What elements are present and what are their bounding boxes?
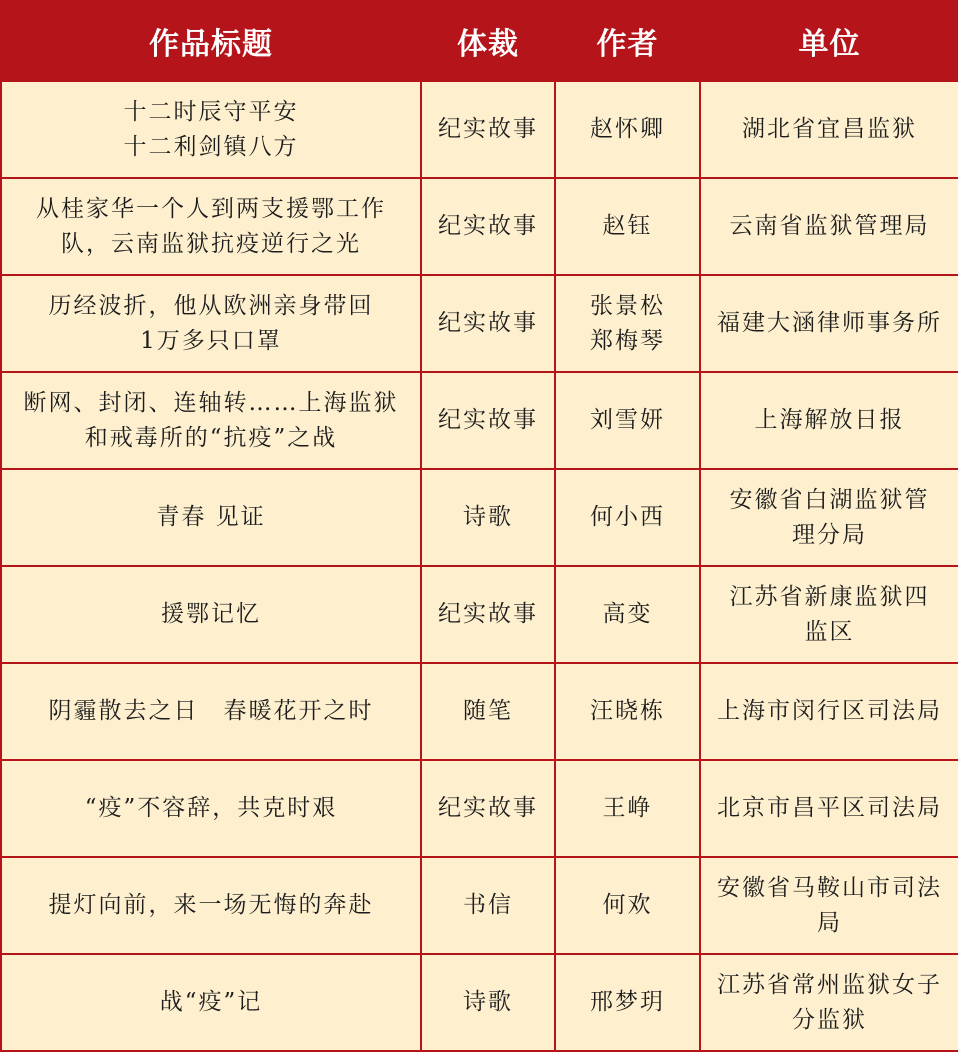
cell-title: 历经波折，他从欧洲亲身带回 1万多只口罩	[1, 275, 421, 372]
cell-author: 高变	[555, 566, 700, 663]
cell-author: 王峥	[555, 760, 700, 857]
cell-unit: 湖北省宜昌监狱	[700, 81, 958, 178]
cell-unit: 江苏省常州监狱女子 分监狱	[700, 954, 958, 1051]
header-genre: 体裁	[421, 1, 555, 81]
cell-genre: 纪实故事	[421, 372, 555, 469]
table-row	[1, 566, 958, 663]
cell-genre: 纪实故事	[421, 760, 555, 857]
cell-unit: 江苏省新康监狱四 监区	[700, 566, 958, 663]
cell-genre: 随笔	[421, 663, 555, 760]
table-row	[1, 178, 958, 275]
table-row	[1, 275, 958, 372]
cell-genre: 诗歌	[421, 469, 555, 566]
cell-unit: 云南省监狱管理局	[700, 178, 958, 275]
cell-genre: 诗歌	[421, 954, 555, 1051]
cell-title: 断网、封闭、连轴转……上海监狱 和戒毒所的“抗疫”之战	[1, 372, 421, 469]
cell-unit: 安徽省马鞍山市司法 局	[700, 857, 958, 954]
cell-author: 汪晓栋	[555, 663, 700, 760]
table-row	[1, 469, 958, 566]
cell-genre: 书信	[421, 857, 555, 954]
cell-title: 阴霾散去之日 春暖花开之时	[1, 663, 421, 760]
cell-unit: 上海解放日报	[700, 372, 958, 469]
table-row	[1, 372, 958, 469]
cell-author: 邢梦玥	[555, 954, 700, 1051]
table-row	[1, 954, 958, 1051]
table-row	[1, 760, 958, 857]
table-row	[1, 857, 958, 954]
cell-title: 战“疫”记	[1, 954, 421, 1051]
header-title: 作品标题	[1, 1, 421, 81]
cell-unit: 安徽省白湖监狱管 理分局	[700, 469, 958, 566]
table-row	[1, 663, 958, 760]
cell-author: 张景松 郑梅琴	[555, 275, 700, 372]
table-body	[1, 81, 958, 1051]
cell-genre: 纪实故事	[421, 566, 555, 663]
cell-title: 十二时辰守平安 十二利剑镇八方	[1, 81, 421, 178]
table-row	[1, 81, 958, 178]
header-row	[1, 1, 958, 81]
cell-genre: 纪实故事	[421, 81, 555, 178]
cell-author: 何小西	[555, 469, 700, 566]
cell-title: 提灯向前，来一场无悔的奔赴	[1, 857, 421, 954]
cell-title: 从桂家华一个人到两支援鄂工作 队，云南监狱抗疫逆行之光	[1, 178, 421, 275]
cell-title: “疫”不容辞，共克时艰	[1, 760, 421, 857]
cell-title: 援鄂记忆	[1, 566, 421, 663]
cell-unit: 福建大涵律师事务所	[700, 275, 958, 372]
cell-author: 赵怀卿	[555, 81, 700, 178]
cell-genre: 纪实故事	[421, 178, 555, 275]
cell-author: 何欢	[555, 857, 700, 954]
header-unit: 单位	[700, 1, 958, 81]
cell-genre: 纪实故事	[421, 275, 555, 372]
header-author: 作者	[555, 1, 700, 81]
table-header	[1, 1, 958, 81]
cell-author: 赵钰	[555, 178, 700, 275]
cell-unit: 北京市昌平区司法局	[700, 760, 958, 857]
cell-author: 刘雪妍	[555, 372, 700, 469]
cell-title: 青春 见证	[1, 469, 421, 566]
cell-unit: 上海市闵行区司法局	[700, 663, 958, 760]
